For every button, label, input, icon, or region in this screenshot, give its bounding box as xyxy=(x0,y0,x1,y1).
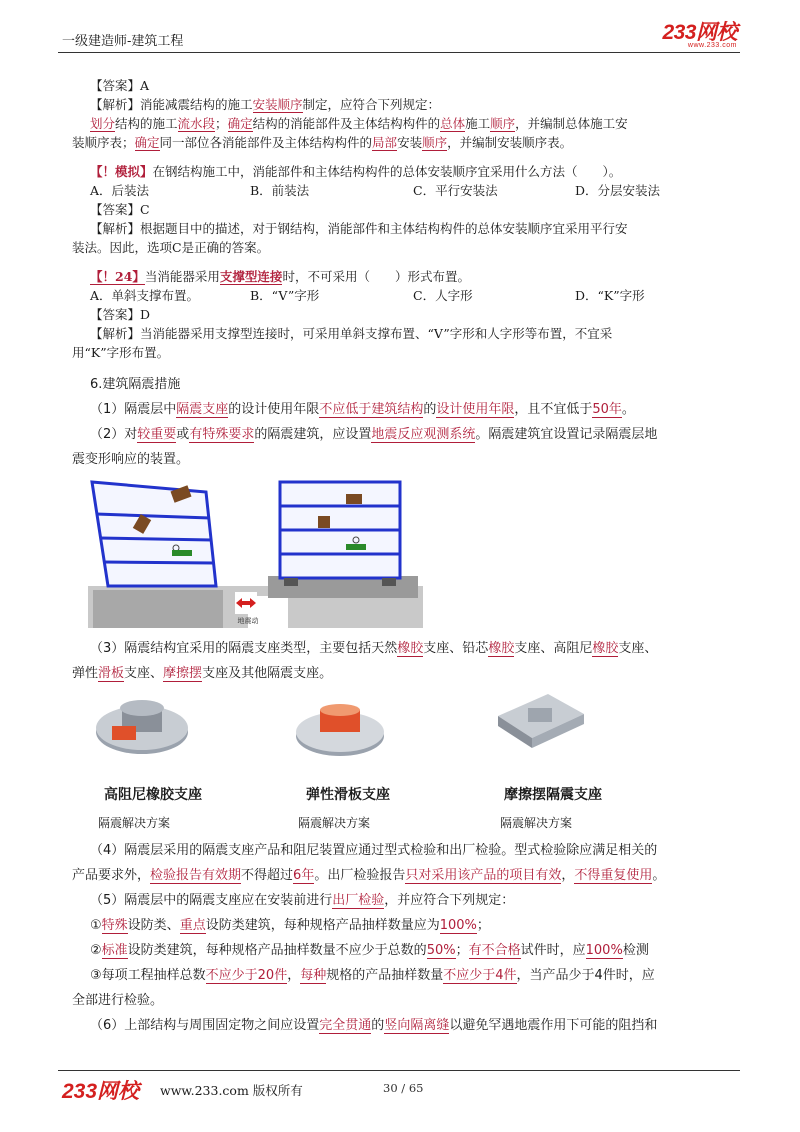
question-2-block xyxy=(72,162,732,257)
paragraph-5: （5）隔震层中的隔震支座应在安装前进行出厂检验，并应符合下列规定： xyxy=(90,893,515,908)
logo-text: 233网校 xyxy=(662,21,737,44)
paragraph-6: （6）上部结构与周围固定物之间应设置完全贯通的竖向隔离缝以避免罕遇地震作用下可能的阻挡和 xyxy=(90,1018,658,1033)
bearing-name-2: 弹性滑板支座 xyxy=(306,786,390,802)
footer-copyright: www.233.com 版权所有 xyxy=(160,1083,303,1098)
ground-motion-label: 地震动 xyxy=(237,617,259,625)
isolation-building-figure xyxy=(88,468,423,628)
answer-line: 【答案】D xyxy=(90,307,151,322)
analysis-line: 【解析】当消能器采用支撑型连接时，可采用单斜支撑布置、“V”字形和人字形等布置，不宜采 xyxy=(90,326,613,341)
page-number: 30 / 65 xyxy=(383,1081,424,1095)
section-6 xyxy=(72,372,740,472)
option-d: D．分层安装法 xyxy=(575,183,661,198)
paragraph-1: （1）隔震层中隔震支座的设计使用年限不应低于建筑结构的设计使用年限，且不宜低于50年。 xyxy=(90,402,635,417)
analysis-line: 【解析】消能减震结构的施工安装顺序制定，应符合下列规定： xyxy=(90,97,441,112)
elastic-sliding-bearing-image xyxy=(292,686,388,766)
answer-line: 【答案】C xyxy=(90,202,150,217)
question-3-block xyxy=(72,267,732,362)
bearing-name-1: 高阻尼橡胶支座 xyxy=(104,786,202,802)
bearing-sub-3: 隔震解决方案 xyxy=(500,816,573,830)
bearing-sub-1: 隔震解决方案 xyxy=(98,816,171,830)
rule-2: ②标准设防类建筑，每种规格产品抽样数量不应少于总数的50%；有不合格试件时，应100%检测 xyxy=(90,943,649,958)
option-a: A．单斜支撑布置。 xyxy=(90,288,200,303)
high-damping-rubber-bearing-image xyxy=(92,686,192,766)
ground-motion-arrows xyxy=(235,592,257,614)
header-divider xyxy=(58,52,740,53)
answer-line: 【答案】A xyxy=(90,78,150,93)
option-d: D．“K”字形 xyxy=(575,288,645,303)
footer-logo: 233网校 xyxy=(62,1080,140,1103)
header-title: 一级建造师-建筑工程 xyxy=(62,34,184,49)
analysis-line: 划分结构的施工流水段；确定结构的消能部件及主体结构构件的总体施工顺序，并编制总体施工安 xyxy=(90,116,628,131)
analysis-line: 【解析】根据题目中的描述，对于钢结构，消能部件和主体结构构件的总体安装顺序宜采用平行安 xyxy=(90,221,628,236)
bearing-name-3: 摩擦摆隔震支座 xyxy=(504,786,602,802)
bearing-sub-2: 隔震解决方案 xyxy=(298,816,371,830)
section-6-p4-p6 xyxy=(72,838,740,1038)
analysis-line: 用“K”字形布置。 xyxy=(72,345,170,360)
rule-3-cont: 全部进行检验。 xyxy=(72,993,164,1008)
paragraph-2: （2）对较重要或有特殊要求的隔震建筑，应设置地震反应观测系统。隔震建筑宜设置记录隔震层地 xyxy=(90,427,658,442)
paragraph-3-cont: 弹性滑板支座、摩擦摆支座及其他隔震支座。 xyxy=(72,666,333,681)
paragraph-4-cont: 产品要求外，检验报告有效期不得超过6年。出厂检验报告只对采用该产品的项目有效，不得重复使用。 xyxy=(72,868,666,883)
option-row xyxy=(72,286,732,305)
option-c: C．平行安装法 xyxy=(413,183,498,198)
analysis-line: 装法。因此，选项C是正确的答案。 xyxy=(72,240,270,255)
rule-1: ①特殊设防类、重点设防类建筑，每种规格产品抽样数量应为100%； xyxy=(90,918,490,933)
option-c: C．人字形 xyxy=(413,288,473,303)
friction-pendulum-bearing-image xyxy=(492,686,588,766)
rule-3: ③每项工程抽样总数不应少于20件，每种规格的产品抽样数量不应少于4件，当产品少于4件时，应 xyxy=(90,968,655,983)
question-1-block xyxy=(72,76,732,152)
question-stem: 【！模拟】在钢结构施工中，消能部件和主体结构构件的总体安装顺序宜采用什么方法（ ）。 xyxy=(90,164,622,179)
analysis-line: 装顺序表；确定同一部位各消能部件及主体结构构件的局部安装顺序，并编制安装顺序表。 xyxy=(72,135,573,150)
question-stem: 【！24】当消能器采用支撑型连接时，不可采用（ ）形式布置。 xyxy=(90,269,470,284)
logo-url: www.233.com xyxy=(687,42,737,49)
footer-divider xyxy=(58,1070,740,1071)
brand-logo xyxy=(662,22,737,49)
option-b: B．前装法 xyxy=(250,183,310,198)
fixed-base-building xyxy=(92,482,216,586)
paragraph-3: （3）隔震结构宜采用的隔震支座类型，主要包括天然橡胶支座、铅芯橡胶支座、高阻尼橡胶支座、 xyxy=(90,641,658,656)
section-heading: 6.建筑隔震措施 xyxy=(90,377,181,392)
option-a: A．后装法 xyxy=(90,183,150,198)
option-row xyxy=(72,181,732,200)
paragraph-2-cont: 震变形响应的装置。 xyxy=(72,452,190,467)
paragraph-4: （4）隔震层采用的隔震支座产品和阻尼装置应通过型式检验和出厂检验。型式检验除应满足相关的 xyxy=(90,843,658,858)
isolated-building xyxy=(280,482,400,586)
section-6-p3 xyxy=(72,636,740,686)
option-b: B．“V”字形 xyxy=(250,288,320,303)
